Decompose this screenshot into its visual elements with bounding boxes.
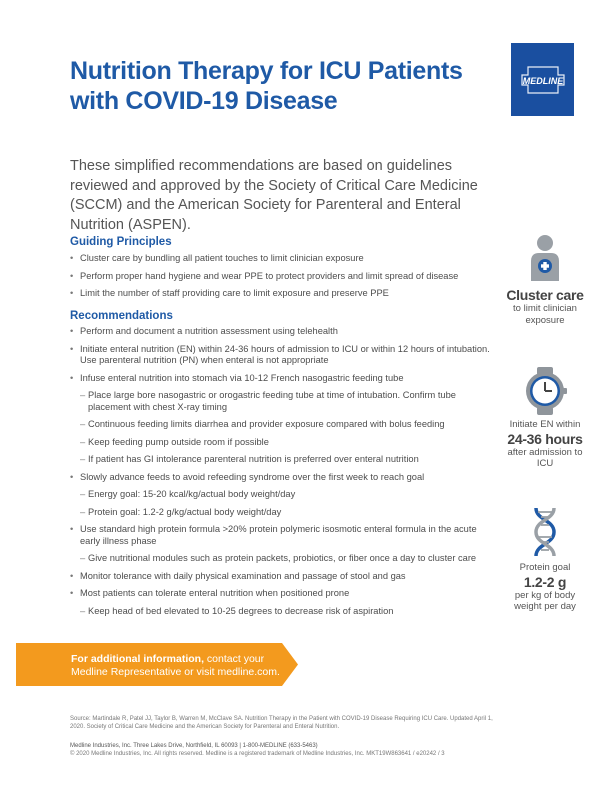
- guiding-principles-heading: Guiding Principles: [70, 236, 172, 248]
- banner-bold-text: For additional information,: [71, 653, 204, 665]
- list-item: • Use standard high protein formula >20% protein polymeric isosmotic enteral formula in the acute early illness phase: [70, 524, 490, 547]
- sidebar-highlight: 24-36 hours: [507, 430, 583, 447]
- list-item: • Monitor tolerance with daily physical examination and passage of stool and gas: [70, 571, 490, 583]
- sidebar-highlight: Cluster care: [506, 287, 584, 303]
- recommendations-heading: Recommendations: [70, 310, 173, 322]
- recommendations-list: [70, 326, 490, 623]
- dna-icon: [500, 506, 590, 558]
- sub-list-item: – Protein goal: 1.2-2 g/kg/actual body weight/day: [70, 507, 490, 519]
- page-title: Nutrition Therapy for ICU Patients with COVID-19 Disease: [70, 57, 463, 115]
- sub-list-item: – Place large bore nasogastric or orogastric feeding tube at time of intubation. Confirm tube placement with chest X-ray timing: [70, 390, 490, 413]
- list-item: • Perform proper hand hygiene and wear PPE to protect providers and limit spread of disease: [70, 271, 490, 283]
- medline-logo: [511, 43, 574, 116]
- footer-address: Medline Industries, Inc. Three Lakes Drive, Northfield, IL 60093 | 1-800-MEDLINE (633-5463): [70, 743, 318, 749]
- contact-banner: [16, 643, 298, 686]
- sub-list-item: – If patient has GI intolerance parenteral nutrition is preferred over enteral nutrition: [70, 454, 490, 466]
- sidebar-protein-goal: [500, 506, 590, 613]
- banner-body-text: contact your Medline Representative or visit medline.com.: [71, 653, 280, 678]
- sub-list-item: – Continuous feeding limits diarrhea and provider exposure compared with bolus feeding: [70, 419, 490, 431]
- footer-copyright: © 2020 Medline Industries, Inc. All rights reserved. Medline is a registered trademark of Medline Industries, Inc. MKT19W863641 / e20242 / 3: [70, 751, 445, 757]
- sub-list-item: – Energy goal: 15-20 kcal/kg/actual body weight/day: [70, 489, 490, 501]
- sub-list-item: – Keep feeding pump outside room if possible: [70, 437, 490, 449]
- sub-list-item: – Give nutritional modules such as protein packets, probiotics, or fiber once a day to cluster care: [70, 553, 490, 565]
- sidebar-post-text: per kg of body weight per day: [514, 589, 576, 612]
- source-citation: Source: Martindale R, Patel JJ, Taylor B, Warren M, McClave SA. Nutrition Therapy in the Patient with COVID-19 Disease Requiring ICU Care. Updated April 1, 2020. Society of Critical Care Medicine and the American Society for Parenteral and Enteral Nutrition.: [70, 716, 493, 730]
- medline-logo-mark: [514, 65, 572, 95]
- list-item: • Slowly advance feeds to avoid refeeding syndrome over the first week to reach goal: [70, 472, 490, 484]
- logo-text: MEDLINE: [522, 75, 563, 86]
- sidebar-initiate-en: [500, 367, 590, 470]
- sidebar-highlight: 1.2-2 g: [523, 573, 567, 590]
- sidebar-cluster-care: [500, 233, 590, 326]
- list-item: • Initiate enteral nutrition (EN) within 24-36 hours of admission to ICU or within 12 hours of intubation. Use parenteral nutrition (PN) when enteral is not appropriate: [70, 344, 490, 367]
- intro-paragraph: These simplified recommendations are based on guidelines reviewed and approved by the Society of Critical Care Medicine (SCCM) and the American Society for Parenteral and Enteral Nutrition (ASPEN).: [70, 158, 478, 233]
- list-item: • Limit the number of staff providing care to limit exposure and preserve PPE: [70, 288, 490, 300]
- list-item: • Perform and document a nutrition assessment using telehealth: [70, 326, 490, 338]
- sidebar-post-text: after admission to ICU: [507, 446, 583, 469]
- sidebar-pre-text: Protein goal: [519, 562, 571, 573]
- sub-list-item: – Keep head of bed elevated to 10-25 degrees to decrease risk of aspiration: [70, 606, 490, 618]
- list-item: • Cluster care by bundling all patient touches to limit clinician exposure: [70, 253, 490, 265]
- list-item: • Most patients can tolerate enteral nutrition when positioned prone: [70, 588, 490, 600]
- person-icon: [500, 233, 590, 283]
- banner-text: [71, 653, 301, 679]
- guiding-principles-list: [70, 253, 490, 306]
- sidebar-post-text: to limit clinician exposure: [513, 303, 577, 326]
- sidebar-pre-text: Initiate EN within: [509, 419, 581, 430]
- list-item: • Infuse enteral nutrition into stomach via 10-12 French nasogastric feeding tube: [70, 373, 490, 385]
- clock-icon: [500, 367, 590, 415]
